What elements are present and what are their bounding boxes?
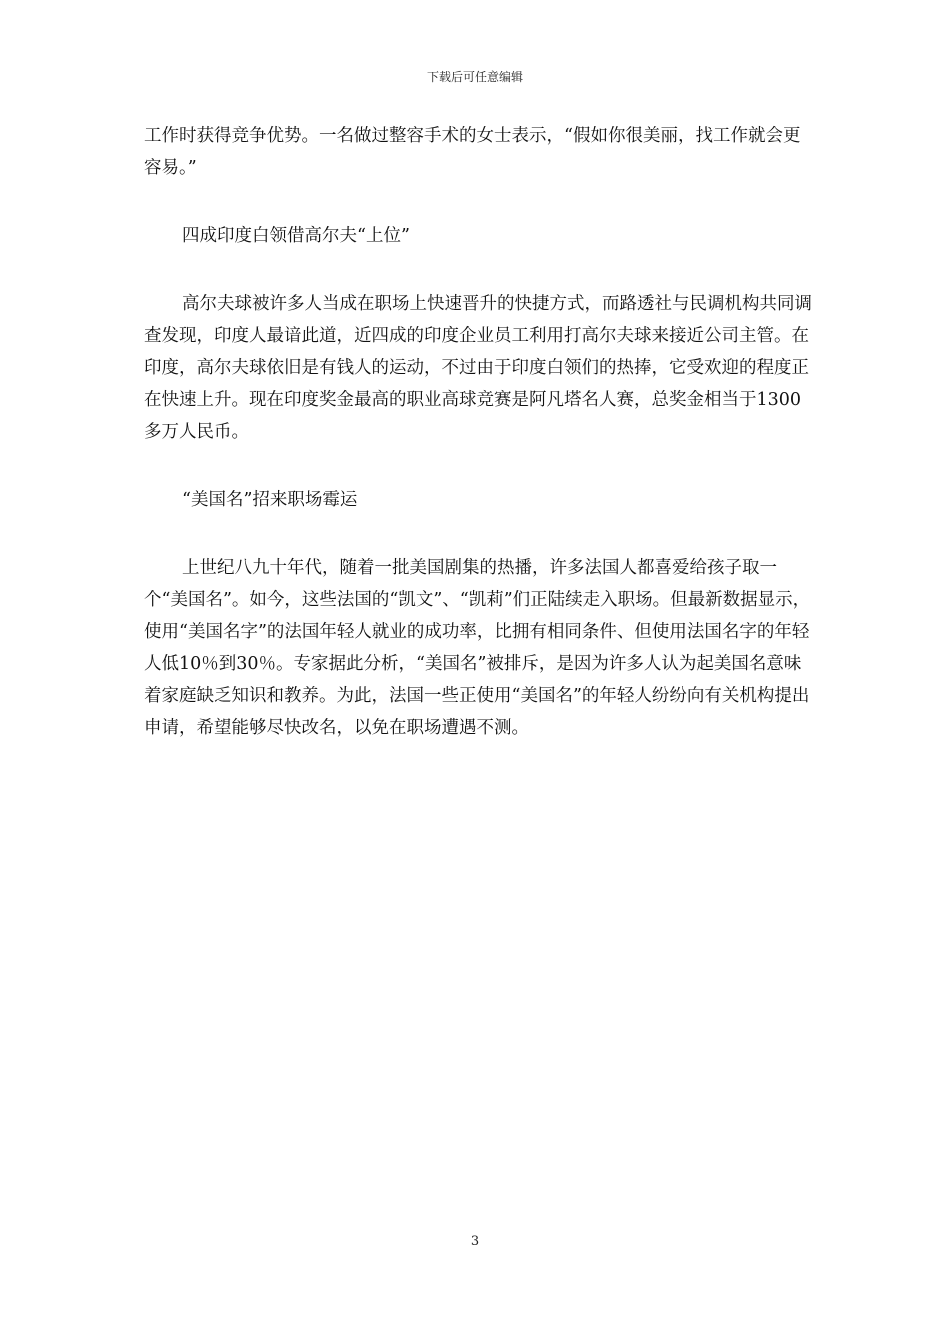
paragraph-american-names: 上世纪八九十年代，随着一批美国剧集的热播，许多法国人都喜爱给孩子取一个“美国名”。如今，这些法国的“凯文”、“凯莉”们正陆续走入职场。但最新数据显示，使用“美国名字”的法国年轻人就业的成功率，比拥有相同条件、但使用法国名字的年轻人低10％到30％。专家据此分析，“美国名”被排斥，是因为许多人认为起美国名意味着家庭缺乏知识和教养。为此，法国一些正使用“美国名”的年轻人纷纷向有关机构提出申请，希望能够尽快改名，以免在职场遭遇不测。 <box>144 558 811 738</box>
section-heading-american-names: “美国名”招来职场霉运 <box>182 490 358 510</box>
page-number: 3 <box>470 1234 480 1249</box>
document-body <box>144 120 816 780</box>
page-header: 下载后可任意编辑 <box>426 70 523 84</box>
section-heading-india-golf: 四成印度白领借高尔夫“上位” <box>182 226 410 246</box>
paragraph-india-golf: 高尔夫球被许多人当成在职场上快速晋升的快捷方式，而路透社与民调机构共同调查发现，印度人最谙此道，近四成的印度企业员工利用打高尔夫球来接近公司主管。在印度，高尔夫球依旧是有钱人的运动，不过由于印度白领们的热捧，它受欢迎的程度正在快速上升。现在印度奖金最高的职业高球竞赛是阿凡塔名人赛，总奖金相当于1300多万人民币。 <box>144 294 812 442</box>
paragraph-continuation: 工作时获得竞争优势。一名做过整容手术的女士表示，“假如你很美丽，找工作就会更容易。” <box>144 126 801 178</box>
